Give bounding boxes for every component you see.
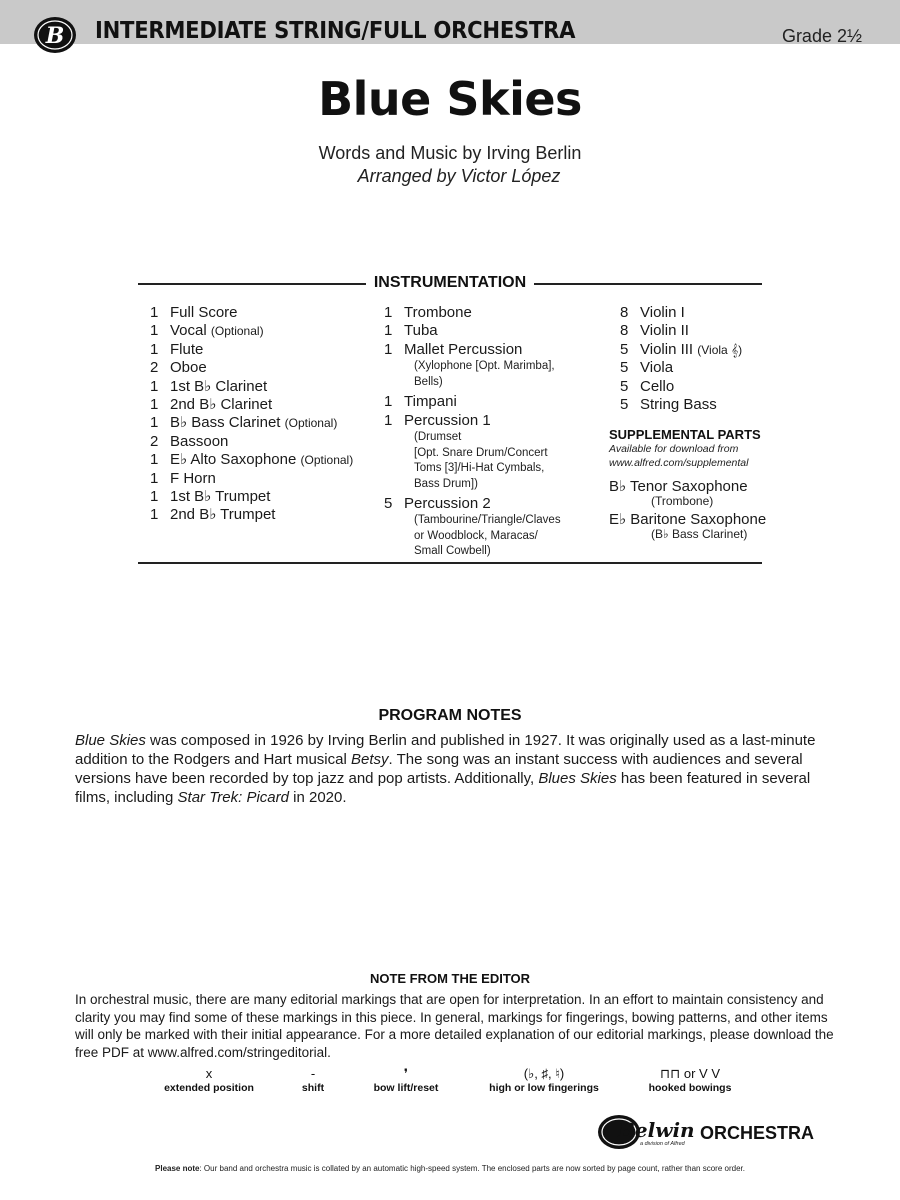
instrument-name: Bassoon bbox=[170, 432, 229, 450]
instrument-row bbox=[150, 506, 353, 524]
instrument-name: Viola bbox=[640, 359, 674, 377]
instrument-name: 1st B♭ Trumpet bbox=[170, 488, 271, 506]
marking-label: shift bbox=[301, 1082, 325, 1094]
program-notes-text bbox=[75, 731, 835, 807]
instrument-qty: 2 bbox=[150, 359, 159, 377]
supplemental-item-note: (Trombone) bbox=[651, 494, 714, 508]
supplemental-note bbox=[609, 443, 748, 470]
instrument-qty: 5 bbox=[620, 340, 629, 358]
instrument-qty: 1 bbox=[150, 304, 159, 321]
instrument-row bbox=[150, 433, 353, 451]
instrument-detail: (Tambourine/Triangle/Claves bbox=[414, 514, 561, 527]
instrument-qty: 1 bbox=[384, 304, 393, 321]
instrument-name: Violin I bbox=[640, 304, 685, 321]
instrument-column-1 bbox=[150, 304, 353, 525]
instrument-row bbox=[384, 412, 561, 492]
marking-label: extended position bbox=[164, 1082, 254, 1094]
instrument-name: Mallet Percussion bbox=[404, 340, 523, 358]
svg-text:B: B bbox=[45, 23, 65, 49]
footnote-text: : Our band and orchestra music is collated by an automatic high-speed system. The enclosed parts are now sorted by page count, rather than score order. bbox=[199, 1164, 745, 1173]
composer-credit: Words and Music by Irving Berlin bbox=[318, 143, 582, 163]
bow-lift-symbol: ❜ bbox=[403, 1066, 409, 1081]
instrument-row bbox=[150, 488, 353, 506]
supplemental-item: B♭ Tenor Saxophone bbox=[609, 478, 748, 495]
instrument-optional-note: (Optional) bbox=[210, 324, 264, 339]
instrument-detail: (Drumset bbox=[414, 431, 462, 444]
instrument-name: 2nd B♭ Trumpet bbox=[170, 506, 276, 524]
instrument-row bbox=[384, 304, 561, 322]
instrument-qty: 1 bbox=[384, 340, 393, 358]
instrument-name: Timpani bbox=[404, 393, 457, 411]
instrument-row bbox=[150, 414, 353, 432]
instrument-row bbox=[620, 378, 742, 396]
instrument-optional-note: (Viola 𝄞) bbox=[697, 342, 743, 357]
collation-footnote bbox=[0, 1164, 900, 1173]
instrument-name: F Horn bbox=[170, 469, 216, 487]
marking-extended-position bbox=[150, 1066, 268, 1094]
marking-bow-lift bbox=[360, 1066, 452, 1094]
film-title-italic: Star Trek: Picard bbox=[177, 789, 289, 806]
instrument-qty: 5 bbox=[620, 359, 629, 377]
footnote-label: Please note bbox=[155, 1164, 200, 1173]
instrument-name: 2nd B♭ Clarinet bbox=[170, 396, 273, 414]
instrument-qty: 5 bbox=[384, 495, 393, 513]
instrument-qty: 1 bbox=[150, 396, 159, 414]
supplemental-url: www.alfred.com/supplemental bbox=[609, 456, 749, 469]
instrument-detail: Toms [3]/Hi-Hat Cymbals, bbox=[414, 462, 545, 475]
instrument-name: String Bass bbox=[640, 396, 717, 414]
instrument-qty: 1 bbox=[150, 340, 159, 358]
instrument-optional-note: (Optional) bbox=[300, 453, 354, 468]
instrument-column-3 bbox=[620, 304, 742, 414]
instrument-qty: 1 bbox=[150, 488, 159, 506]
song-title-italic: Blue Skies bbox=[75, 732, 146, 749]
instrument-detail: [Opt. Snare Drum/Concert bbox=[414, 446, 548, 459]
instrumentation-heading-text: INSTRUMENTATION bbox=[366, 274, 534, 291]
instrumentation-heading bbox=[0, 274, 900, 292]
program-notes-heading: PROGRAM NOTES bbox=[378, 707, 522, 724]
instrument-name: Violin III bbox=[640, 340, 694, 358]
editor-note-text: In orchestral music, there are many editorial markings that are open for interpretation. In an effort to maintain consistency and clarity you may find some of these markings in this piece. In general, markings for fingerings, bowing patterns, and other items will only be marked with their initial appearance. For a more detailed explanation of our editorial markings, please download the free PDF at www.alfred.com/stringeditorial. bbox=[75, 992, 834, 1060]
marking-shift bbox=[283, 1066, 343, 1094]
instrument-qty: 8 bbox=[620, 322, 629, 340]
instrument-qty: 1 bbox=[150, 506, 159, 524]
supplemental-item: E♭ Baritone Saxophone bbox=[609, 511, 767, 528]
publisher-division: a division of Alfred bbox=[640, 1141, 685, 1147]
instrument-row bbox=[150, 451, 353, 469]
instrument-name: Percussion 2 bbox=[404, 495, 491, 513]
program-notes-fragment: in 2020. bbox=[288, 789, 347, 806]
instrument-row bbox=[620, 304, 742, 322]
instrument-qty: 8 bbox=[620, 304, 629, 321]
instrument-row bbox=[384, 495, 561, 560]
program-notes-fragment: was composed in 1926 by Irving Berlin and published in 1927. It was originally used as a last-minute addition to the Rodgers and Hart musical bbox=[75, 732, 816, 768]
instrument-row bbox=[620, 322, 742, 340]
instrument-row bbox=[150, 322, 353, 340]
marking-hooked-bowings bbox=[640, 1066, 740, 1094]
instrument-name: Full Score bbox=[170, 304, 238, 321]
instrument-name: Flute bbox=[170, 340, 204, 358]
instrument-name: 1st B♭ Clarinet bbox=[170, 377, 268, 395]
instrument-row bbox=[150, 470, 353, 488]
series-title: INTERMEDIATE STRING/FULL ORCHESTRA bbox=[95, 18, 576, 44]
instrument-detail: Small Cowbell) bbox=[414, 545, 491, 558]
belwin-b-logo-icon bbox=[32, 14, 78, 56]
program-notes-fragment: . The song was an instant success with audiences and several versions have been recorded by top jazz and pop artists. Additionally, bbox=[75, 751, 803, 787]
instrument-row bbox=[384, 341, 561, 390]
instrument-name: Percussion 1 bbox=[404, 411, 491, 429]
musical-title-italic: Betsy bbox=[350, 751, 389, 768]
supplemental-item-note: (B♭ Bass Clarinet) bbox=[651, 527, 748, 541]
instrument-name: B♭ Bass Clarinet bbox=[170, 414, 281, 432]
instrument-qty: 2 bbox=[150, 432, 159, 450]
grade-label: Grade 2½ bbox=[781, 26, 862, 46]
instrumentation-bottom-rule bbox=[138, 562, 762, 564]
instrument-row bbox=[620, 396, 742, 414]
instrument-optional-note: (Optional) bbox=[284, 416, 338, 431]
instrument-qty: 1 bbox=[150, 451, 159, 469]
supplemental-parts-heading: SUPPLEMENTAL PARTS bbox=[609, 427, 761, 442]
marking-fingerings bbox=[480, 1066, 608, 1094]
instrument-name: Tuba bbox=[404, 322, 438, 340]
instrument-qty: 1 bbox=[384, 322, 393, 340]
instrument-detail: (Xylophone [Opt. Marimba], bbox=[414, 360, 555, 373]
fingering-accidentals-symbol: (♭, ♯, ♮) bbox=[523, 1066, 565, 1081]
arranger-credit: Arranged by Victor López bbox=[357, 166, 561, 186]
bowing-symbols-icon: ⊓⊓ or V V bbox=[659, 1066, 721, 1081]
marking-label: bow lift/reset bbox=[373, 1082, 439, 1094]
publisher-product: ORCHESTRA bbox=[700, 1123, 815, 1143]
instrument-row bbox=[150, 396, 353, 414]
instrument-row bbox=[620, 359, 742, 377]
instrument-name: E♭ Alto Saxophone bbox=[170, 451, 297, 469]
instrument-row bbox=[150, 304, 353, 322]
page-title: Blue Skies bbox=[318, 72, 582, 126]
instrument-row bbox=[150, 359, 353, 377]
instrument-name: Trombone bbox=[404, 304, 472, 321]
instrument-qty: 1 bbox=[384, 411, 393, 429]
extended-position-symbol: x bbox=[205, 1066, 213, 1081]
instrument-row bbox=[150, 341, 353, 359]
instrument-qty: 1 bbox=[150, 377, 159, 395]
instrument-name: Vocal bbox=[170, 322, 207, 340]
supplemental-note-line: Available for download from bbox=[609, 443, 739, 455]
instrument-qty: 1 bbox=[150, 322, 159, 340]
shift-symbol: - bbox=[310, 1066, 316, 1081]
instrument-column-2 bbox=[384, 304, 561, 560]
instrument-qty: 1 bbox=[150, 469, 159, 487]
marking-label: high or low fingerings bbox=[489, 1082, 599, 1094]
instrument-qty: 1 bbox=[150, 414, 159, 432]
instrument-detail: Bass Drum]) bbox=[414, 477, 478, 490]
instrument-row bbox=[150, 378, 353, 396]
instrument-qty: 1 bbox=[384, 393, 393, 411]
program-notes-fragment: has been featured in several films, including bbox=[75, 770, 811, 806]
song-title-italic: Blues Skies bbox=[538, 770, 617, 787]
instrument-row bbox=[384, 322, 561, 340]
instrument-name: Oboe bbox=[170, 359, 207, 377]
instrument-qty: 5 bbox=[620, 377, 629, 395]
instrument-detail: Bells) bbox=[414, 375, 443, 388]
instrument-row bbox=[620, 341, 742, 359]
instrument-detail: or Woodblock, Maracas/ bbox=[414, 529, 538, 542]
publisher-name: Belwin bbox=[618, 1118, 695, 1142]
marking-label: hooked bowings bbox=[648, 1082, 732, 1094]
editor-note-heading: NOTE FROM THE EDITOR bbox=[369, 971, 531, 986]
instrument-name: Cello bbox=[640, 377, 675, 395]
instrument-name: Violin II bbox=[640, 322, 689, 340]
instrument-row bbox=[384, 393, 561, 411]
instrument-qty: 5 bbox=[620, 396, 629, 414]
